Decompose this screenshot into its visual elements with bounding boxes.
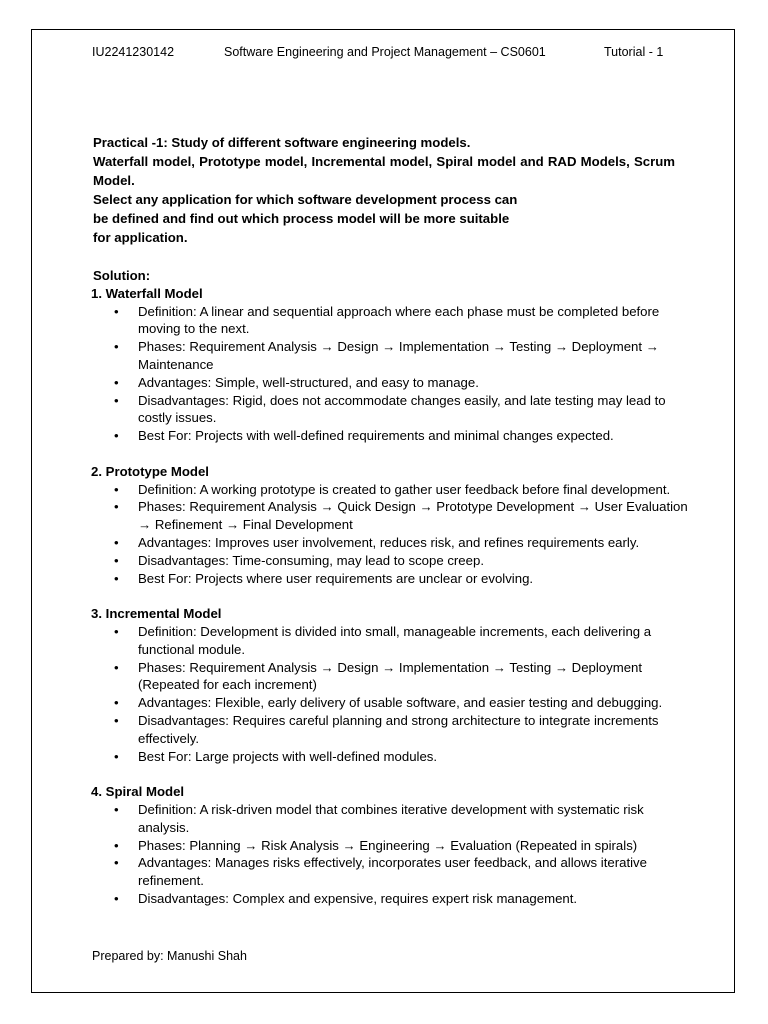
list-item: • Definition: Development is divided into small, manageable increments, each delivering a functional module. xyxy=(93,623,688,659)
list-item: • Disadvantages: Rigid, does not accommodate changes easily, and late testing may lead to costly issues. xyxy=(93,392,688,428)
practical-task-line-3: for application. xyxy=(93,230,188,245)
practical-task-line-1: Select any application for which software development process can xyxy=(93,192,518,207)
list-item: • Advantages: Manages risks effectively, incorporates user feedback, and allows iterative refinement. xyxy=(93,854,688,890)
section-spiral xyxy=(93,783,693,908)
practical-task-line-2: be defined and find out which process model will be more suitable xyxy=(93,211,510,226)
practical-models: Waterfall model, Prototype model, Incremental model, Spiral model and RAD Models, Scrum Model. xyxy=(93,154,675,188)
tutorial-label: Tutorial - 1 xyxy=(604,45,664,59)
list-item: • Definition: A working prototype is created to gather user feedback before final development. xyxy=(93,481,688,499)
page-header xyxy=(92,45,692,63)
section-title: 1. Waterfall Model xyxy=(91,285,203,301)
list-item: • Best For: Large projects with well-defined modules. xyxy=(93,748,688,766)
student-id: IU2241230142 xyxy=(92,45,175,59)
section-title: 3. Incremental Model xyxy=(91,606,222,622)
list-item: • Advantages: Flexible, early delivery of usable software, and easier testing and debugging. xyxy=(93,694,688,712)
practical-title: Practical -1: Study of different software engineering models. xyxy=(93,135,471,150)
list-item: • Phases: Requirement Analysis → Design → Implementation → Testing → Deployment → Maintenance xyxy=(93,338,688,374)
list-item: • Best For: Projects with well-defined requirements and minimal changes expected. xyxy=(93,427,688,445)
section-waterfall xyxy=(93,285,693,445)
list-item: • Definition: A risk-driven model that combines iterative development with systematic risk analysis. xyxy=(93,801,688,837)
section-title: 2. Prototype Model xyxy=(91,463,209,479)
section-prototype xyxy=(93,463,693,588)
bullet-list xyxy=(93,481,693,588)
bullet-list xyxy=(93,303,693,445)
list-item: • Disadvantages: Time-consuming, may lead to scope creep. xyxy=(93,552,688,570)
list-item: • Phases: Requirement Analysis → Design → Implementation → Testing → Deployment (Repeated for each increment) xyxy=(93,659,688,695)
solution-label: Solution: xyxy=(93,268,151,283)
section-title: 4. Spiral Model xyxy=(91,784,185,800)
bullet-list xyxy=(93,801,693,908)
list-item: • Definition: A linear and sequential approach where each phase must be completed before moving to the next. xyxy=(93,303,688,339)
list-item: • Disadvantages: Requires careful planning and strong architecture to integrate increments effectively. xyxy=(93,712,688,748)
list-item: • Phases: Requirement Analysis → Quick Design → Prototype Development → User Evaluation → Refinement → Final Development xyxy=(93,498,688,534)
list-item: • Advantages: Simple, well-structured, and easy to manage. xyxy=(93,374,688,392)
list-item: • Best For: Projects where user requirements are unclear or evolving. xyxy=(93,570,688,588)
list-item: • Advantages: Improves user involvement, reduces risk, and refines requirements early. xyxy=(93,534,688,552)
practical-statement xyxy=(93,133,675,247)
bullet-list xyxy=(93,623,693,765)
solution xyxy=(93,267,693,925)
list-item: • Phases: Planning → Risk Analysis → Engineering → Evaluation (Repeated in spirals) xyxy=(93,837,688,855)
prepared-by: Prepared by: Manushi Shah xyxy=(92,949,247,963)
list-item: • Disadvantages: Complex and expensive, requires expert risk management. xyxy=(93,890,688,908)
section-incremental xyxy=(93,605,693,765)
course-title: Software Engineering and Project Management – CS0601 xyxy=(224,45,546,59)
